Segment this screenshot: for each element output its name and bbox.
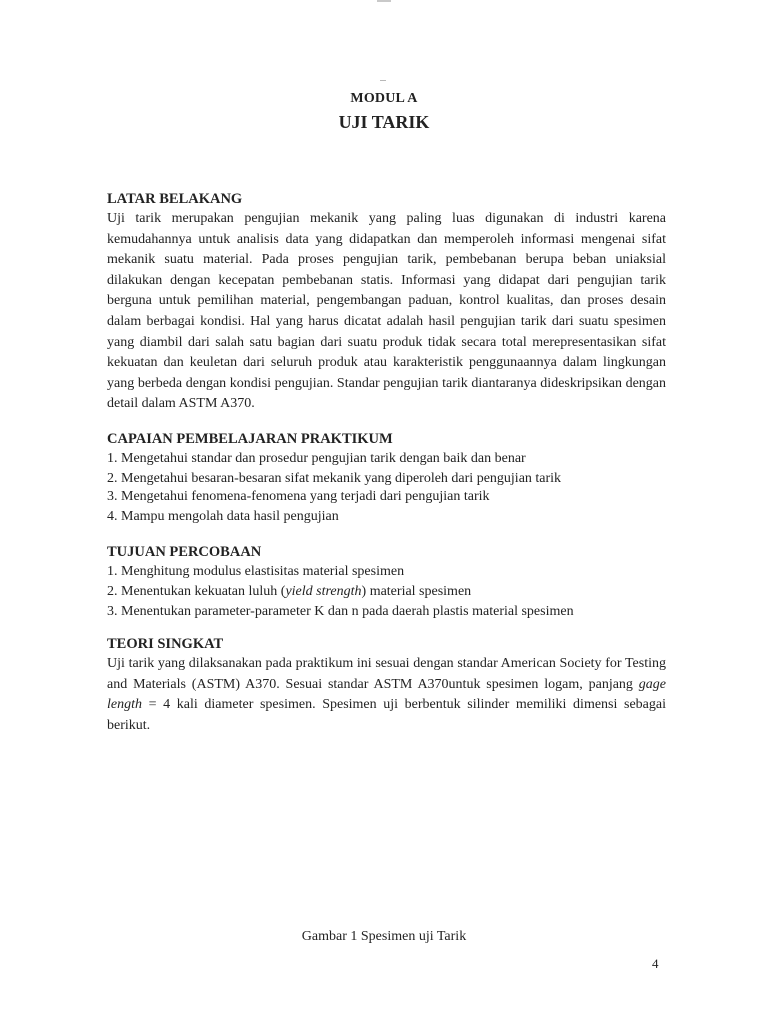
section-background bbox=[107, 189, 666, 415]
section-heading-background: LATAR BELAKANG bbox=[107, 191, 243, 207]
list-item: 4. Mampu mengolah data hasil pengujian bbox=[107, 509, 339, 525]
section-theory bbox=[107, 634, 666, 736]
objective-text-suffix: ) material spesimen bbox=[361, 584, 472, 600]
list-item: 2. Mengetahui besaran-besaran sifat mekanik yang diperoleh dari pengujian tarik bbox=[107, 470, 562, 486]
header-divider-mark bbox=[380, 80, 386, 81]
theory-text-italic: gage length bbox=[107, 676, 666, 713]
list-item bbox=[107, 582, 666, 603]
section-objectives bbox=[107, 542, 666, 620]
objective-text-italic: yield strength bbox=[285, 584, 362, 600]
section-learning-outcomes bbox=[107, 429, 666, 528]
objective-text-prefix: 2. Menentukan kekuatan luluh ( bbox=[107, 584, 286, 600]
list-item: 1. Mengetahui standar dan prosedur pengujian tarik dengan baik dan benar bbox=[107, 450, 526, 466]
theory-paragraph bbox=[107, 654, 666, 736]
theory-text-part2: = 4 kali diameter spesimen. Spesimen uji berbentuk silinder memiliki dimensi sebagai berikut. bbox=[107, 697, 666, 733]
list-item: 3. Mengetahui fenomena-fenomena yang terjadi dari pengujian tarik bbox=[107, 488, 490, 504]
figure-caption: Gambar 1 Spesimen uji Tarik bbox=[301, 929, 467, 944]
list-item: 1. Menghitung modulus elastisitas material spesimen bbox=[107, 563, 405, 579]
background-paragraph: Uji tarik merupakan pengujian mekanik yang paling luas digunakan di industri karena kemudahannya untuk analisis data yang didapatkan dan memperoleh informasi mengenai sifat mekanik suatu material. Pada proses pengujian tarik, pembebanan berupa beban uniaksial dilakukan dengan kecepatan pembebanan statis. Informasi yang didapat dari pengujian tarik berguna untuk pemilihan material, pengembangan paduan, kontrol kualitas, dan proses desain dalam berbagai kondisi. Hal yang harus dicatat adalah hasil pengujian tarik dari suatu spesimen yang diambil dari salah satu bagian dari suatu produk tidak secara total merepresentasikan sifat kekuatan dan keuletan dari seluruh produk atau karakteristik penggunaannya dalam lingkungan yang berbeda dengan kondisi pengujian. Standar pengujian tarik diantaranya dideskripsikan dengan detail dalam ASTM A370. bbox=[107, 211, 666, 412]
module-title: UJI TARIK bbox=[338, 112, 430, 132]
theory-text-part1: Uji tarik yang dilaksanakan pada praktikum ini sesuai dengan standar American Society for Testing and Materials (ASTM) A370. Sesuai standar ASTM A370untuk spesimen logam, panjang bbox=[107, 655, 666, 692]
section-heading-theory: TEORI SINGKAT bbox=[107, 635, 224, 652]
section-heading-objectives: TUJUAN PERCOBAAN bbox=[107, 543, 262, 560]
top-divider-mark bbox=[377, 0, 391, 2]
module-label: MODUL A bbox=[350, 91, 418, 106]
section-heading-learning-outcomes: CAPAIAN PEMBELAJARAN PRAKTIKUM bbox=[107, 430, 393, 447]
learning-outcomes-list bbox=[107, 449, 666, 528]
list-item: 3. Menentukan parameter-parameter K dan n pada daerah plastis material spesimen bbox=[107, 603, 574, 619]
document-body bbox=[107, 189, 666, 750]
objectives-list bbox=[107, 562, 666, 620]
page-number: 4 bbox=[652, 956, 659, 971]
